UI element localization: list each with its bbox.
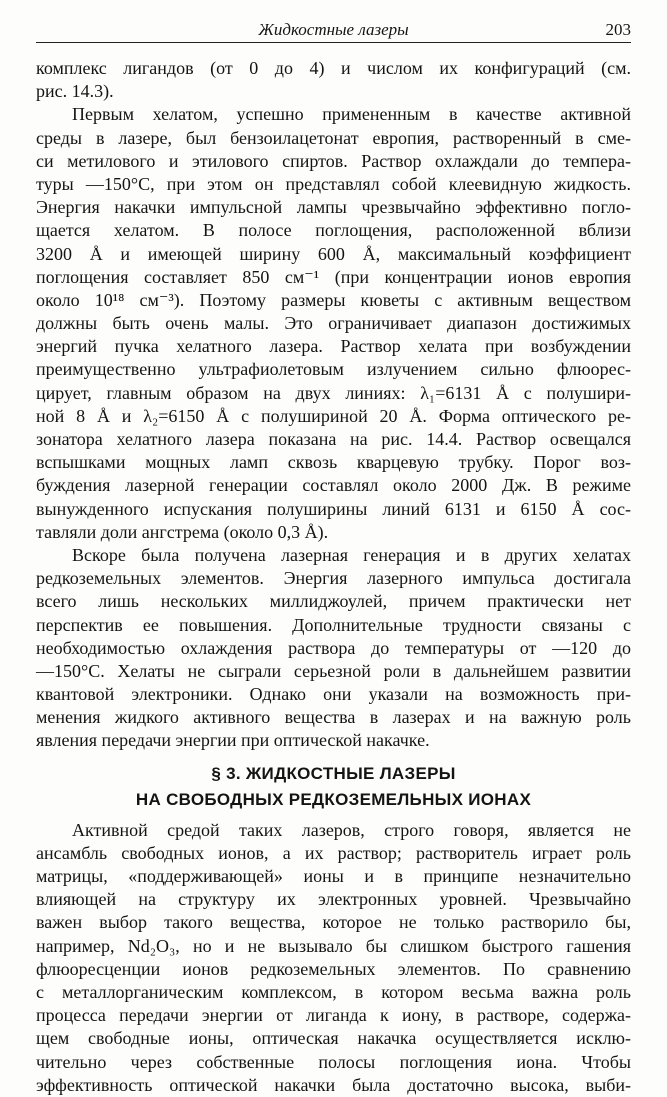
text-line: Активной средой таких лазеров, строго говоря, является не — [72, 819, 631, 840]
page-number: 203 — [605, 20, 631, 39]
text-line: необходимостью охлаждения раствора до температуры от —120 до — [36, 637, 631, 658]
text-line: эффективность оптической накачки была достаточно высока, выби- — [36, 1074, 631, 1095]
text-line: щем свободные ионы, оптическая накачка осуществляется исклю- — [36, 1028, 631, 1049]
text-line: чительно через собственные полосы поглощения иона. Чтобы — [36, 1051, 631, 1072]
text-line: рис. 14.3). — [36, 81, 114, 102]
text-line: ансамбль свободных ионов, а их раствор; растворитель играет роль — [36, 842, 631, 863]
section-title-line: § 3. ЖИДКОСТНЫЕ ЛАЗЕРЫ — [211, 763, 456, 783]
text-line: туры —150°C, при этом он представлял собой клеевидную жидкость. — [36, 173, 631, 194]
text-line: с металлорганическим комплексом, в котором весьма важна роль — [36, 981, 631, 1002]
text-line: вспышками мощных ламп сквозь кварцевую трубку. Порог воз- — [36, 452, 631, 473]
text-line: энергий пучка хелатного лазера. Раствор хелата при возбуждении — [36, 336, 631, 357]
text-line: менения жидкого активного вещества в лазерах и на важную роль — [36, 707, 631, 728]
text-line: около 10¹⁸ см⁻³). Поэтому размеры кюветы с активным веществом — [36, 289, 631, 310]
paragraph-continuation — [36, 57, 631, 103]
text-line: цирует, главным образом на двух линиях: λ₁=6131 Å с полушири- — [36, 382, 631, 403]
text-line: важен выбор такого вещества, которое не только растворило бы, — [36, 912, 631, 933]
text-line: 3200 Å и имеющей ширину 600 Å, максимальный коэффициент — [36, 243, 631, 264]
text-line: Вскоре была получена лазерная генерация и в других хелатах — [72, 544, 631, 565]
text-line: всего лишь нескольких миллиджоулей, причем практически нет — [36, 591, 631, 612]
text-line: буждения лазерной генерации составлял около 2000 Дж. В режиме — [36, 475, 631, 496]
text-line: например, Nd₂O₃, но и не вызывало бы слишком быстрого гашения — [36, 935, 631, 956]
text-line: флюоресценции ионов редкоземельных элементов. По сравнению — [36, 958, 631, 979]
text-line: вынужденного испускания полуширины линий 6131 и 6150 Å сос- — [36, 498, 631, 519]
section-title-line: НА СВОБОДНЫХ РЕДКОЗЕМЕЛЬНЫХ ИОНАХ — [135, 789, 532, 809]
running-title: Жидкостные лазеры — [258, 20, 409, 39]
text-line: должны быть очень малы. Это ограничивает диапазон достижимых — [36, 313, 631, 334]
text-line: влияющей на структуру их электронных уровней. Чрезвычайно — [36, 889, 631, 910]
text-line: зонатора хелатного лазера показана на рис. 14.4. Раствор освещался — [36, 429, 631, 449]
text-line: среды в лазере, был бензоилацетонат европия, растворенный в сме- — [36, 127, 631, 148]
body-text — [36, 57, 631, 1097]
page-header — [36, 18, 631, 43]
text-line: поглощения составляет 850 см⁻¹ (при концентрации ионов европия — [36, 266, 631, 287]
text-line: квантовой электроники. Однако они указали на возможность при- — [36, 684, 631, 705]
text-line: Энергия накачки импульсной лампы чрезвычайно эффективно погло- — [36, 197, 631, 218]
text-line: —150°C. Хелаты не сыграли серьезной роли в дальнейшем развитии — [36, 660, 631, 681]
text-line: ной 8 Å и λ₂=6150 Å с полушириной 20 Å. Форма оптического ре- — [36, 405, 631, 426]
text-line: редкоземельных элементов. Энергия лазерного импульса достигала — [36, 568, 631, 589]
section-heading — [36, 761, 631, 813]
text-line: тавляли доли ангстрема (около 0,3 Å). — [36, 521, 329, 542]
paragraph-section-intro — [36, 819, 631, 1097]
text-line: си метилового и этилового спиртов. Раствор охлаждали до темпера- — [36, 150, 631, 171]
text-line: матрицы, «поддерживающей» ионы и в принципе незначительно — [36, 866, 631, 886]
text-line: преимущественно ультрафиолетовым излучением сильно флюорес- — [36, 359, 631, 380]
text-line: Первым хелатом, успешно примененным в качестве активной — [72, 104, 631, 125]
text-line: перспектив ее повышения. Дополнительные трудности связаны с — [36, 614, 631, 635]
text-line: щается хелатом. В полосе поглощения, расположенной вблизи — [36, 220, 631, 241]
paragraph-other-chelates — [36, 544, 631, 753]
paragraph-first-chelate — [36, 103, 631, 544]
text-line: процесса передачи энергии от лиганда к иону, в растворе, содержа- — [36, 1005, 631, 1026]
text-line: комплекс лигандов (от 0 до 4) и числом их конфигураций (см. — [36, 58, 631, 78]
text-line: явления передачи энергии при оптической накачке. — [36, 730, 430, 751]
